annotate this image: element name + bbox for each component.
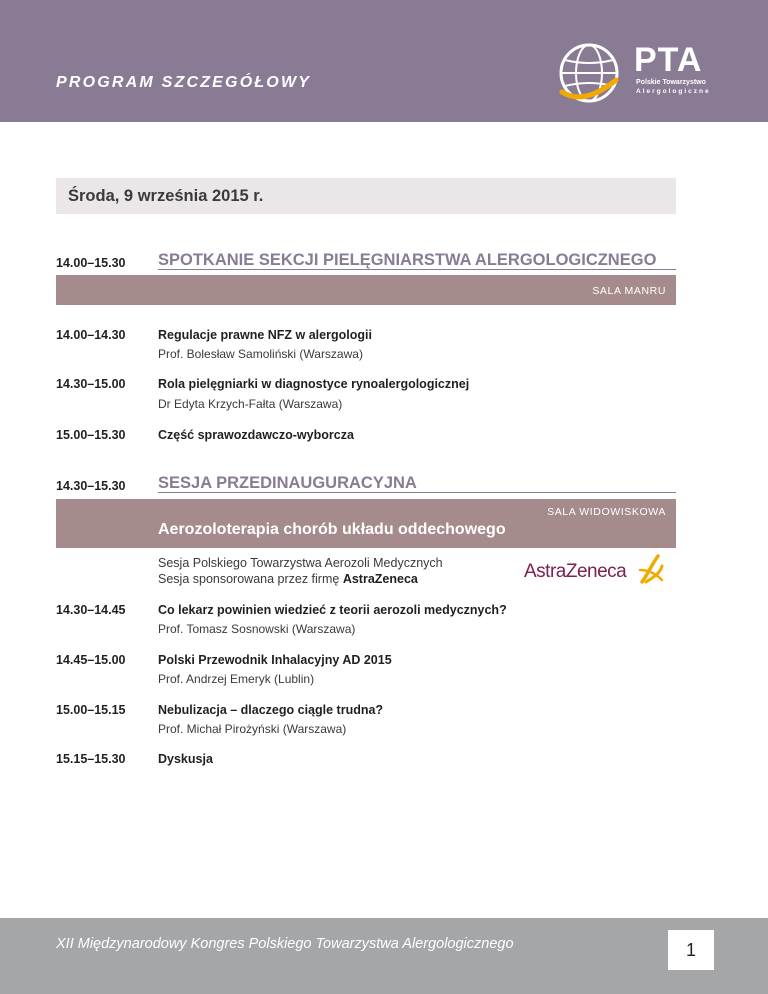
room-label: SALA MANRU — [592, 285, 666, 297]
astrazeneca-swirl-icon — [638, 552, 666, 586]
item-time: 14.45–15.00 — [56, 653, 126, 667]
item-time: 14.00–14.30 — [56, 328, 126, 342]
logo-acronym: PTA — [634, 41, 703, 79]
item-speaker: Prof. Michał Pirożyński (Warszawa) — [158, 722, 347, 736]
section-title: SPOTKANIE SEKCJI PIELĘGNIARSTWA ALERGOLOGICZNEGO — [158, 251, 657, 269]
item-time: 15.00–15.30 — [56, 428, 126, 442]
item-title: Nebulizacja – dlaczego ciągle trudna? — [158, 703, 384, 717]
item-speaker: Prof. Bolesław Samoliński (Warszawa) — [158, 347, 363, 361]
item-time: 14.30–15.00 — [56, 377, 126, 391]
section-rule — [158, 269, 676, 270]
session-subtitle: Aerozoloterapia chorób układu oddechowego — [158, 521, 506, 538]
room-bar — [56, 499, 676, 548]
room-label: SALA WIDOWISKOWA — [547, 506, 666, 518]
item-speaker: Prof. Andrzej Emeryk (Lublin) — [158, 672, 315, 686]
header-title: PROGRAM SZCZEGÓŁOWY — [56, 74, 312, 91]
astrazeneca-logo — [524, 552, 664, 586]
item-title: Polski Przewodnik Inhalacyjny AD 2015 — [158, 653, 392, 667]
item-title: Regulacje prawne NFZ w alergologii — [158, 328, 372, 342]
item-title: Część sprawozdawczo-wyborcza — [158, 428, 354, 442]
logo-line-2: Alergologiczne — [636, 88, 711, 95]
item-title: Dyskusja — [158, 752, 213, 766]
item-time: 15.00–15.15 — [56, 703, 126, 717]
item-time: 15.15–15.30 — [56, 752, 126, 766]
footer-title: XII Międzynarodowy Kongres Polskiego Towarzystwa Alergologicznego — [56, 936, 514, 952]
item-speaker: Dr Edyta Krzych-Fałta (Warszawa) — [158, 397, 343, 411]
sponsor-name: AstraZeneca — [342, 572, 418, 586]
date-bar — [56, 178, 676, 214]
logo-line-1: Polskie Towarzystwo — [636, 79, 706, 86]
sponsor-logo-text: AstraZeneca — [524, 561, 627, 582]
sponsor-note — [158, 572, 418, 586]
page-header — [0, 0, 768, 122]
item-title: Rola pielęgniarki w diagnostyce rynoalergologicznej — [158, 377, 470, 391]
globe-icon — [556, 40, 626, 106]
item-speaker: Prof. Tomasz Sosnowski (Warszawa) — [158, 622, 356, 636]
room-bar — [56, 275, 676, 305]
pta-logo — [556, 40, 736, 106]
section-time: 14.00–15.30 — [56, 256, 126, 270]
page-number: 1 — [668, 930, 714, 970]
page-footer — [0, 918, 768, 994]
section-title: SESJA PRZEDINAUGURACYJNA — [158, 474, 417, 492]
section-rule — [158, 492, 676, 493]
item-time: 14.30–14.45 — [56, 603, 126, 617]
section-time: 14.30–15.30 — [56, 479, 126, 493]
session-note: Sesja Polskiego Towarzystwa Aerozoli Medycznych — [158, 556, 443, 570]
item-title: Co lekarz powinien wiedzieć z teorii aerozoli medycznych? — [158, 603, 507, 617]
sponsor-note-prefix: Sesja sponsorowana przez firmę — [158, 572, 340, 586]
session-date: Środa, 9 września 2015 r. — [68, 187, 264, 205]
